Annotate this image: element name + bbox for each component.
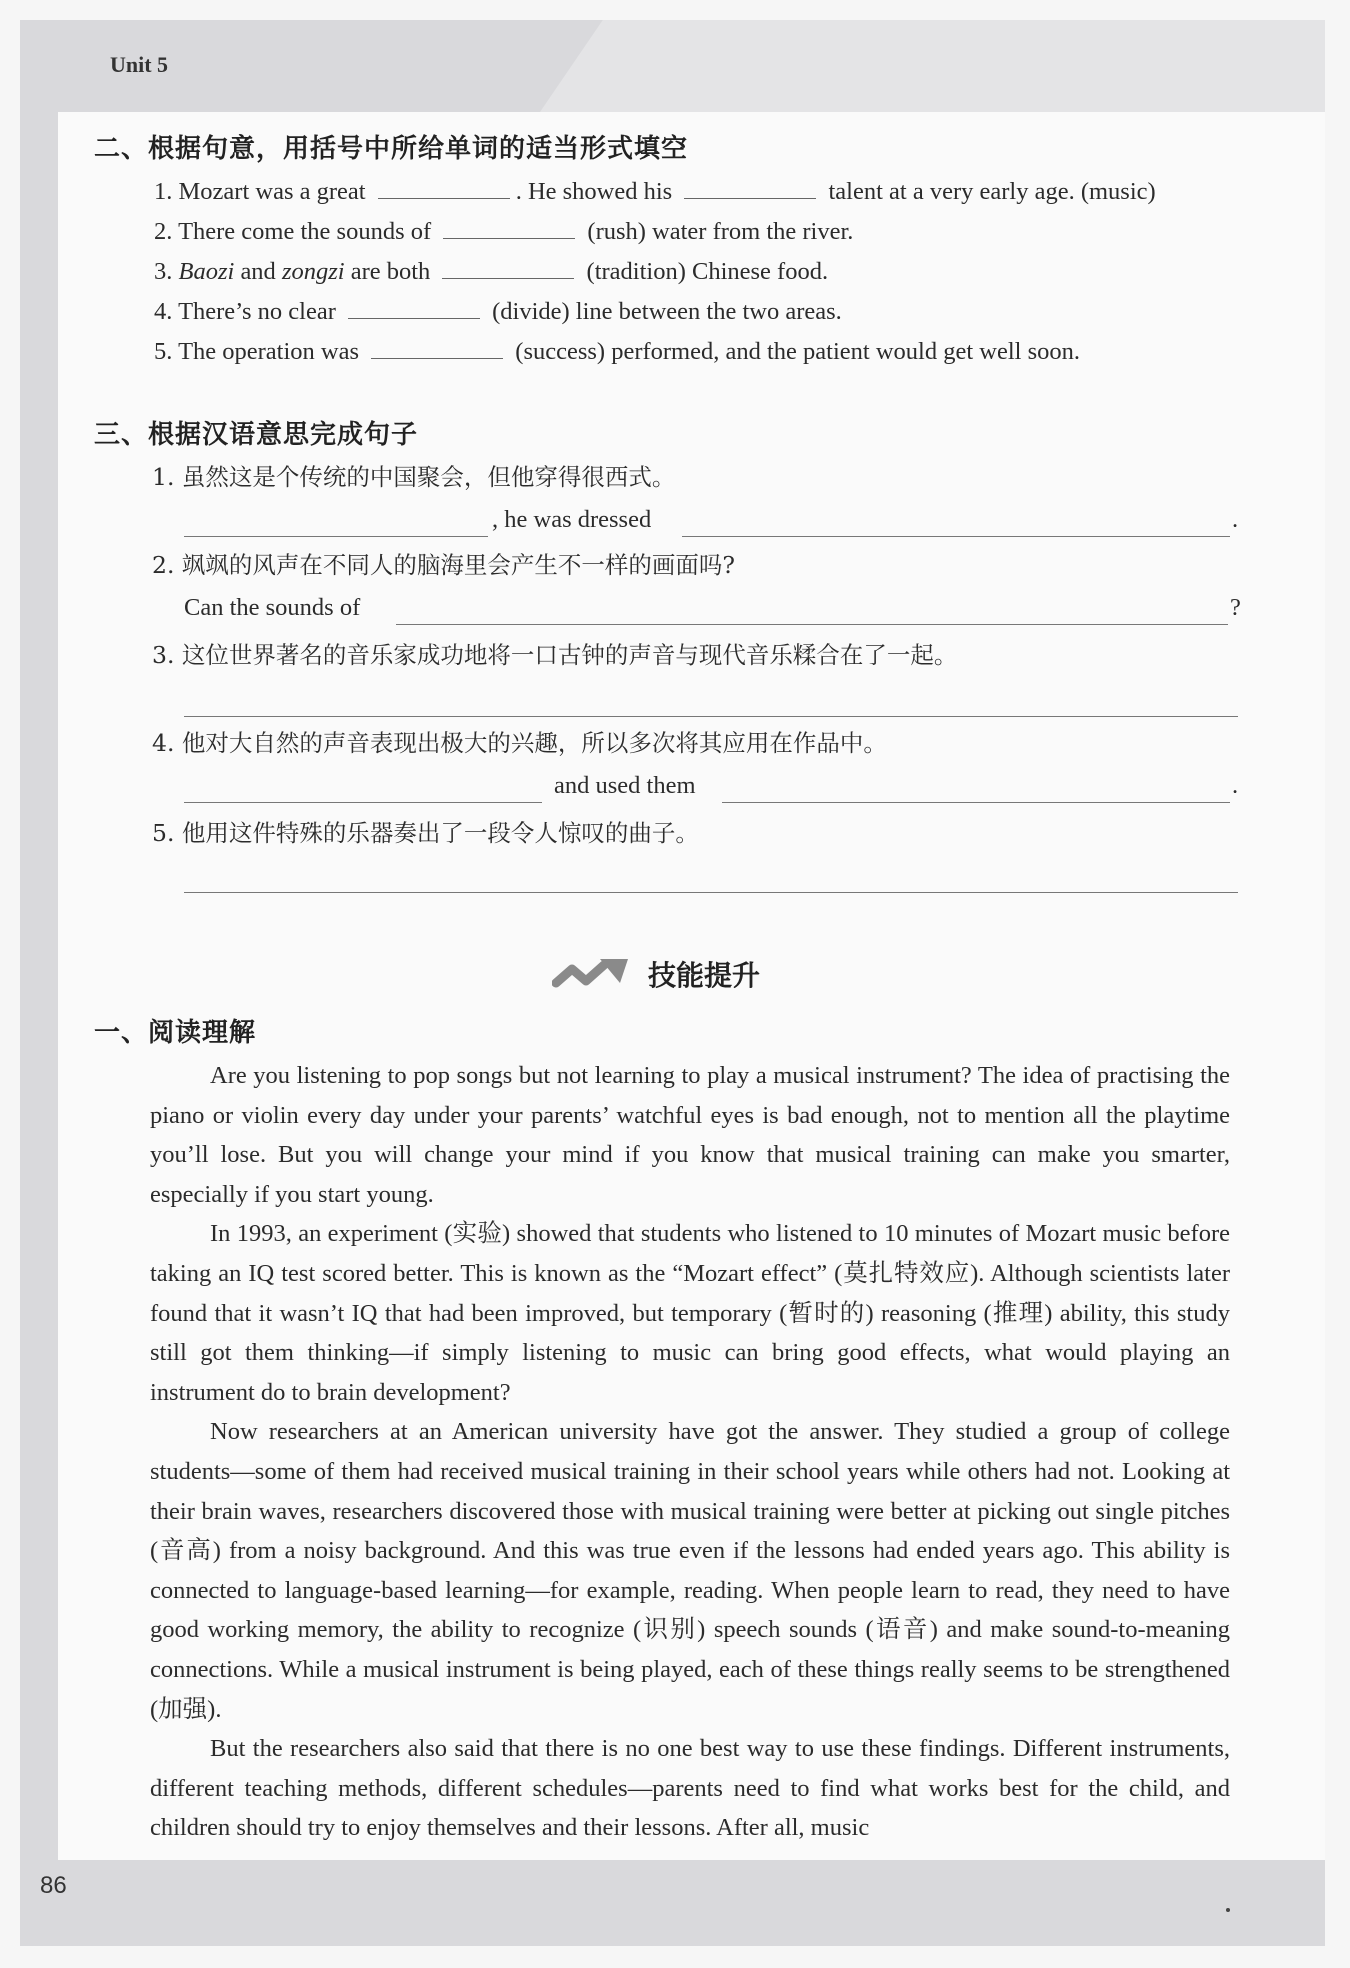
skill-title: 技能提升 (648, 959, 761, 992)
left-margin-band (20, 112, 58, 1860)
section2-title: 二、根据句意，用括号中所给单词的适当形式填空 (94, 134, 689, 164)
answer-blank[interactable] (371, 334, 503, 359)
passage-paragraph: Now researchers at an American university have got the answer. They studied a group of college students—some of them had received musical training in their school years while others had not. Looking at their brain waves, researchers discovered those with musical training were better at picking out single pitches (音高) from a noisy background. And this was true even if the lessons had ended years ago. This ability is connected to language-based learning—for example, reading. When people learn to read, they need to have good working memory, the ability to recognize (识别) speech sounds (语音) and make sound-to-meaning connections. While a musical instrument is being played, each of these things really seems to be strengthened (加强). (150, 1418, 1230, 1723)
section3-title: 三、根据汉语意思完成句子 (94, 420, 419, 450)
answer-line[interactable] (722, 802, 1230, 803)
s3-item-2-start: Can the sounds of (184, 594, 361, 621)
answer-blank[interactable] (442, 254, 574, 279)
s3-item-1-cn: 1. 虽然这是个传统的中国聚会，但他穿得很西式。 (152, 463, 676, 491)
reading-passage (150, 1056, 1230, 1848)
footer-dot (1226, 1908, 1230, 1912)
s2-item-2: 2. There come the sounds of (rush) water from the river. (154, 214, 853, 246)
s3-item-4-mid: and used them (554, 772, 696, 799)
s3-item-4-end: . (1232, 772, 1239, 799)
header-band (20, 20, 1325, 112)
page-number: 86 (40, 1872, 67, 1899)
answer-line[interactable] (396, 624, 1228, 625)
s3-item-2-cn: 2. 飒飒的风声在不同人的脑海里会产生不一样的画面吗? (152, 551, 735, 579)
answer-blank[interactable] (443, 214, 575, 239)
s3-item-4-cn: 4. 他对大自然的声音表现出极大的兴趣，所以多次将其应用在作品中。 (152, 729, 887, 757)
page-content (58, 112, 1325, 1860)
answer-line[interactable] (184, 892, 1238, 893)
trend-arrow-icon (552, 957, 632, 991)
answer-line[interactable] (184, 716, 1238, 717)
s2-item-4: 4. There’s no clear (divide) line between the two areas. (154, 294, 842, 326)
s3-item-3-cn: 3. 这位世界著名的音乐家成功地将一口古钟的声音与现代音乐糅合在了一起。 (152, 641, 958, 669)
header-decoration (540, 20, 1325, 112)
answer-line[interactable] (184, 802, 542, 803)
passage-paragraph: But the researchers also said that there is no one best way to use these findings. Different instruments, different teaching methods, different schedules—parents need to find what works best for the child, and children should try to enjoy themselves and their lessons. After all, music (150, 1735, 1230, 1842)
answer-line[interactable] (184, 536, 488, 537)
passage-paragraph: Are you listening to pop songs but not learning to play a musical instrument? The idea of practising the piano or violin every day under your parents’ watchful eyes is bad enough, not to mention all the playtime you’ll lose. But you will change your mind if you know that musical training can make you smarter, especially if you start young. (150, 1062, 1230, 1208)
s3-item-2-end: ? (1230, 594, 1241, 621)
passage-paragraph: In 1993, an experiment (实验) showed that students who listened to 10 minutes of Mozart music before taking an IQ test scored better. This is known as the “Mozart effect” (莫扎特效应). Although scientists later found that it wasn’t IQ that had been improved, but temporary (暂时的) reasoning (推理) ability, this study still got them thinking—if simply listening to music can bring good effects, what would playing an instrument do to brain development? (150, 1220, 1230, 1406)
unit-label: Unit 5 (110, 52, 169, 77)
s2-item-1: 1. Mozart was a great . He showed his talent at a very early age. (music) (154, 174, 1156, 206)
answer-line[interactable] (682, 536, 1230, 537)
answer-blank[interactable] (378, 174, 510, 199)
skill-heading (552, 950, 760, 998)
footer-band (20, 1860, 1325, 1946)
answer-blank[interactable] (348, 294, 480, 319)
reading-title: 一、阅读理解 (94, 1018, 257, 1048)
answer-blank[interactable] (684, 174, 816, 199)
s3-item-5-cn: 5. 他用这件特殊的乐器奏出了一段令人惊叹的曲子。 (152, 819, 699, 847)
s2-item-5: 5. The operation was (success) performed, and the patient would get well soon. (154, 334, 1080, 366)
s3-item-1-end: . (1232, 506, 1239, 533)
s2-item-3: 3. Baozi and zongzi are both (tradition) Chinese food. (154, 254, 828, 286)
s3-item-1-mid: , he was dressed (492, 506, 652, 533)
